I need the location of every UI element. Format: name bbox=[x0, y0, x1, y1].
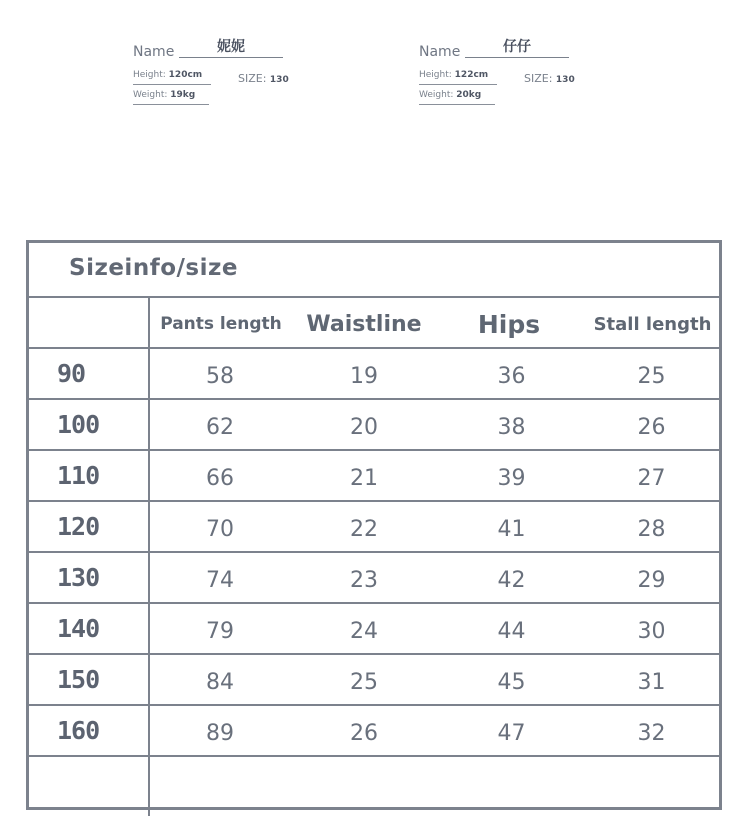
pants-length-cell: 84 bbox=[206, 670, 234, 695]
size-field bbox=[238, 72, 289, 85]
waistline-cell: 21 bbox=[350, 466, 378, 491]
table-row bbox=[29, 349, 719, 398]
hips-cell: 38 bbox=[497, 415, 526, 440]
height-underline bbox=[133, 84, 211, 85]
table-row bbox=[29, 553, 719, 602]
pants-length-cell: 89 bbox=[206, 721, 234, 746]
pants-length-cell: 70 bbox=[206, 517, 234, 542]
size-value: 130 bbox=[269, 75, 289, 85]
size-label: SIZE: bbox=[524, 72, 553, 85]
weight-field bbox=[419, 90, 481, 100]
hips-cell: 47 bbox=[497, 721, 526, 746]
weight-underline bbox=[133, 104, 209, 105]
height-field bbox=[419, 70, 488, 80]
pants-length-cell: 74 bbox=[206, 568, 234, 593]
hips-cell: 45 bbox=[497, 670, 526, 695]
table-row bbox=[29, 655, 719, 704]
waistline-cell: 26 bbox=[350, 721, 378, 746]
table-row bbox=[29, 604, 719, 653]
height-value: 122cm bbox=[454, 70, 489, 80]
pants-length-cell: 66 bbox=[206, 466, 234, 491]
height-label: Height: bbox=[133, 70, 166, 80]
size-cell: 140 bbox=[57, 614, 100, 643]
waistline-cell: 23 bbox=[350, 568, 378, 593]
weight-underline bbox=[419, 104, 495, 105]
stall-length-cell: 31 bbox=[637, 670, 666, 695]
pants-length-cell: 58 bbox=[206, 364, 234, 389]
name-underline bbox=[179, 57, 283, 58]
table-row bbox=[29, 451, 719, 500]
header-pants-length: Pants length bbox=[160, 314, 282, 334]
stall-length-cell: 30 bbox=[637, 619, 666, 644]
size-cell: 120 bbox=[57, 512, 100, 541]
size-table bbox=[26, 240, 722, 810]
hips-cell: 41 bbox=[497, 517, 526, 542]
size-label: SIZE: bbox=[238, 72, 267, 85]
hips-cell: 39 bbox=[497, 466, 526, 491]
waistline-cell: 20 bbox=[350, 415, 378, 440]
model-name: 仔仔 bbox=[503, 39, 531, 55]
weight-value: 20kg bbox=[456, 90, 482, 100]
table-row bbox=[29, 400, 719, 449]
header-stall-length: Stall length bbox=[593, 313, 712, 335]
hips-cell: 44 bbox=[497, 619, 526, 644]
size-cell: 130 bbox=[57, 563, 100, 592]
height-underline bbox=[419, 84, 497, 85]
stall-length-cell: 28 bbox=[637, 517, 666, 542]
hips-cell: 36 bbox=[497, 364, 526, 389]
hips-cell: 42 bbox=[497, 568, 526, 593]
height-field bbox=[133, 70, 202, 80]
waistline-cell: 24 bbox=[350, 619, 378, 644]
model-card-2 bbox=[419, 36, 619, 116]
table-title: Sizeinfo/size bbox=[69, 255, 238, 281]
pants-length-cell: 62 bbox=[206, 415, 234, 440]
size-cell: 100 bbox=[57, 410, 100, 439]
model-name: 妮妮 bbox=[217, 39, 245, 55]
stall-length-cell: 32 bbox=[637, 721, 666, 746]
row-divider bbox=[29, 755, 719, 757]
header-waistline: Waistline bbox=[306, 311, 422, 337]
stall-length-cell: 25 bbox=[637, 364, 666, 389]
waistline-cell: 22 bbox=[350, 517, 378, 542]
pants-length-cell: 79 bbox=[206, 619, 234, 644]
name-label: Name bbox=[419, 44, 461, 60]
waistline-cell: 19 bbox=[350, 364, 378, 389]
size-cell: 160 bbox=[57, 716, 100, 745]
size-value: 130 bbox=[555, 75, 575, 85]
header-hips: Hips bbox=[477, 309, 541, 339]
size-cell: 110 bbox=[57, 461, 100, 490]
model-card-1 bbox=[133, 36, 333, 116]
stall-length-cell: 26 bbox=[637, 415, 666, 440]
weight-label: Weight: bbox=[133, 90, 168, 100]
stall-length-cell: 27 bbox=[637, 466, 666, 491]
table-row bbox=[29, 706, 719, 755]
weight-field bbox=[133, 90, 195, 100]
name-underline bbox=[465, 57, 569, 58]
height-value: 120cm bbox=[168, 70, 203, 80]
table-row bbox=[29, 502, 719, 551]
size-cell: 150 bbox=[57, 665, 100, 694]
waistline-cell: 25 bbox=[350, 670, 378, 695]
weight-value: 19kg bbox=[170, 90, 196, 100]
weight-label: Weight: bbox=[419, 90, 454, 100]
stall-length-cell: 29 bbox=[637, 568, 666, 593]
height-label: Height: bbox=[419, 70, 452, 80]
size-field bbox=[524, 72, 575, 85]
name-label: Name bbox=[133, 44, 175, 60]
size-cell: 90 bbox=[57, 359, 86, 388]
